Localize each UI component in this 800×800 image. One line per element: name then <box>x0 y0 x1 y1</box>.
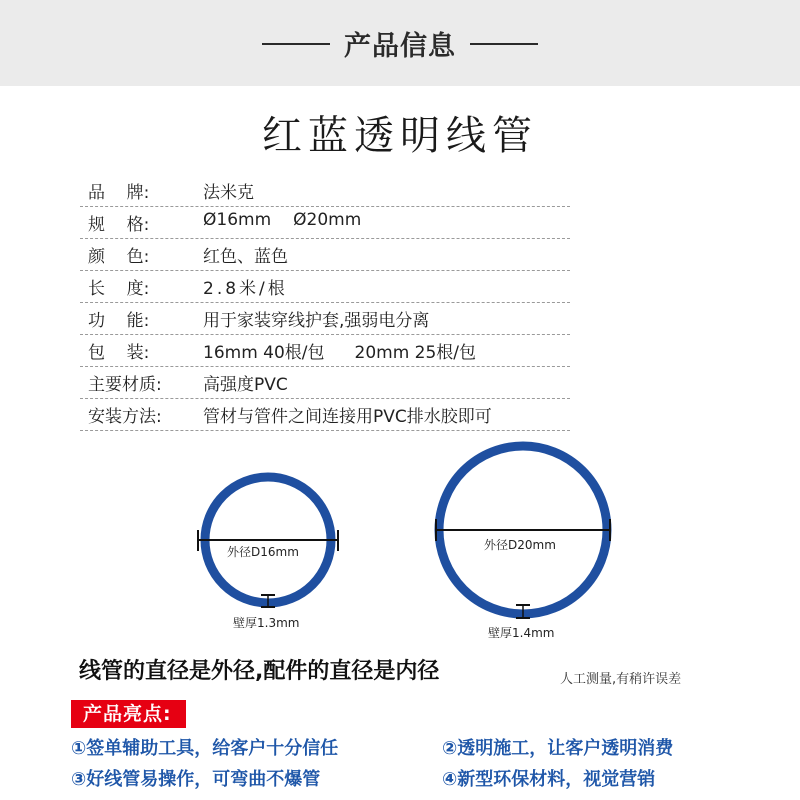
spec-row-function <box>80 302 570 335</box>
highlights-tag: 产品亮点: <box>71 700 186 728</box>
spec-value: 2.8米/根 <box>203 279 288 299</box>
highlight-item: ③好线管易操作，可弯曲不爆管 <box>71 769 321 790</box>
spec-value-a: Ø16mm <box>203 210 272 230</box>
spec-label: 安装方法: <box>88 407 162 427</box>
pipe-large-diameter-label: 外径D20mm <box>484 538 556 552</box>
highlight-item: ②透明施工，让客户透明消费 <box>442 738 674 759</box>
spec-row-material <box>80 366 570 399</box>
spec-row-length <box>80 270 570 303</box>
spec-label: 主要材质: <box>88 375 162 395</box>
spec-value: 用于家装穿线护套,强弱电分离 <box>203 311 430 331</box>
spec-value-a: 16mm 40根/包 <box>203 343 325 363</box>
header-bar <box>0 0 800 86</box>
spec-label: 包 装: <box>88 343 150 363</box>
spec-label: 功 能: <box>88 311 150 331</box>
product-title: 红蓝透明线管 <box>262 113 538 159</box>
spec-label: 品 牌: <box>88 183 150 203</box>
header-title: 产品信息 <box>344 31 456 62</box>
highlight-item: ①签单辅助工具，给客户十分信任 <box>71 738 339 759</box>
pipe-diagram <box>0 440 800 650</box>
spec-value: 法米克 <box>203 183 254 203</box>
header-line-right <box>470 43 538 45</box>
measurement-note: 人工测量,有稍许误差 <box>560 672 682 687</box>
spec-value-b: Ø20mm <box>293 210 362 230</box>
spec-value <box>203 338 476 363</box>
spec-label: 颜 色: <box>88 247 150 267</box>
pipe-small-diameter-label: 外径D16mm <box>227 545 299 559</box>
spec-value: 红色、蓝色 <box>203 247 288 267</box>
spec-value: 高强度PVC <box>203 375 288 395</box>
spec-row-brand <box>80 174 570 207</box>
spec-row-size <box>80 206 570 239</box>
spec-value <box>203 210 361 230</box>
pipe-large-wall-label: 壁厚1.4mm <box>488 626 555 640</box>
spec-value: 管材与管件之间连接用PVC排水胶即可 <box>203 407 492 427</box>
spec-row-color <box>80 238 570 271</box>
pipe-small-wall-label: 壁厚1.3mm <box>233 616 300 630</box>
spec-value-b: 20mm 25根/包 <box>354 343 477 363</box>
spec-label: 长 度: <box>88 279 150 299</box>
highlight-item: ④新型环保材料，视觉营销 <box>442 769 656 790</box>
diameter-note: 线管的直径是外径,配件的直径是内径 <box>79 659 440 684</box>
spec-label: 规 格: <box>88 215 150 235</box>
spec-row-package <box>80 334 570 367</box>
spec-row-install <box>80 398 570 431</box>
